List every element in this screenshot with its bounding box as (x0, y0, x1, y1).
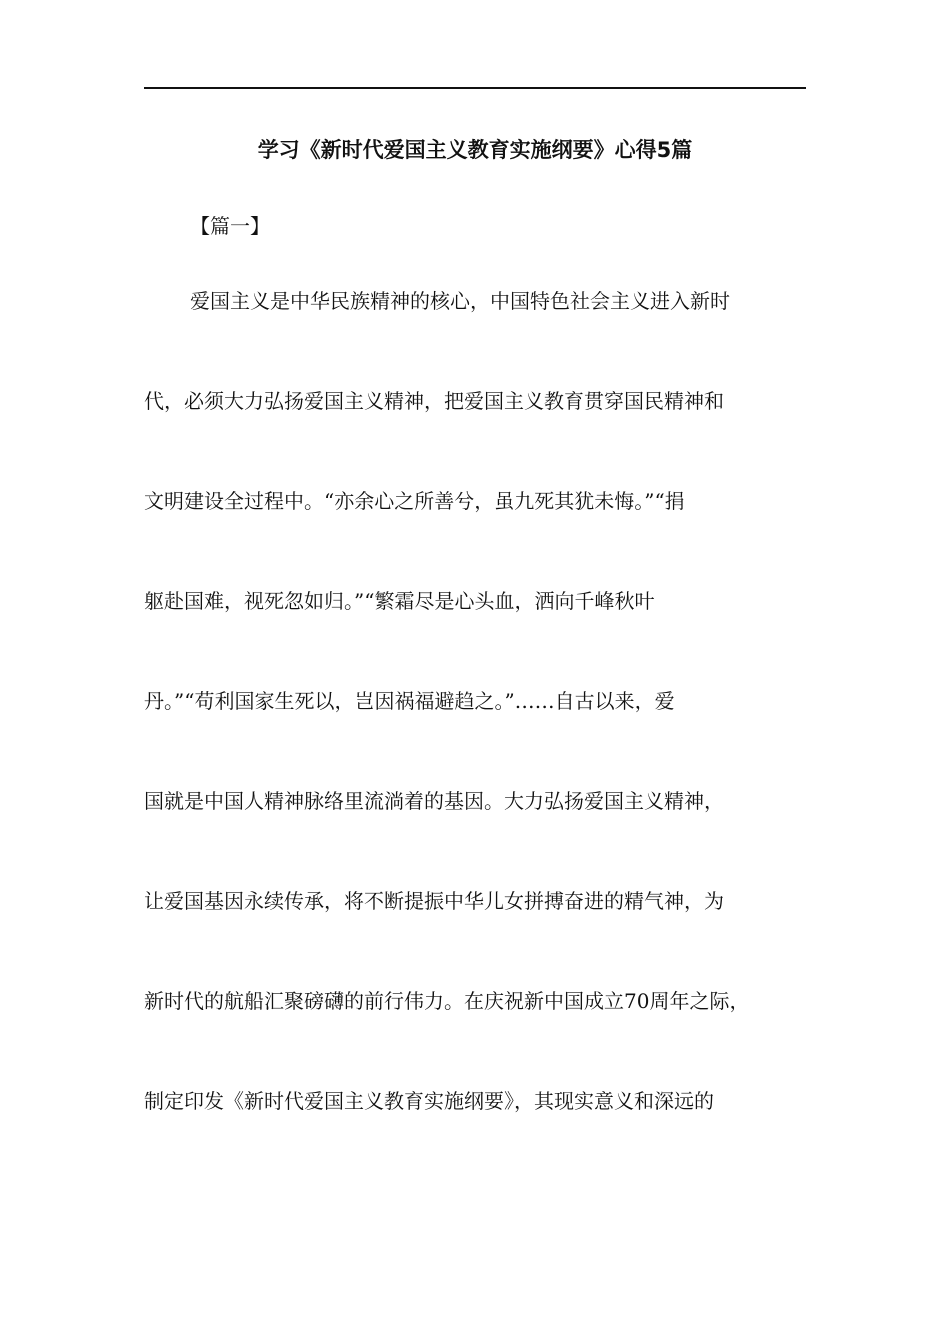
body-line-9: 制定印发《新时代爱国主义教育实施纲要》，其现实意义和深远的 (144, 1089, 714, 1113)
body-line-7: 让爱国基因永续传承，将不断提振中华儿女拼搏奋进的精气神，为 (144, 889, 724, 913)
body-line-1: 爱国主义是中华民族精神的核心，中国特色社会主义进入新时 (190, 289, 730, 313)
body-line-4: 躯赴国难，视死忽如归。”“繁霜尽是心头血，洒向千峰秋叶 (144, 589, 655, 613)
body-line-8: 新时代的航船汇聚磅礴的前行伟力。在庆祝新中国成立70周年之际， (144, 989, 750, 1013)
body-line-3: 文明建设全过程中。“亦余心之所善兮，虽九死其犹未悔。”“捐 (144, 489, 685, 513)
section-label: 【篇一】 (190, 214, 270, 238)
document-title: 学习《新时代爱国主义教育实施纲要》心得5篇 (257, 138, 693, 162)
body-line-6: 国就是中国人精神脉络里流淌着的基因。大力弘扬爱国主义精神， (144, 789, 724, 813)
header-rule (144, 87, 806, 89)
body-line-2: 代，必须大力弘扬爱国主义精神，把爱国主义教育贯穿国民精神和 (144, 389, 724, 413)
body-line-5: 丹。”“苟利国家生死以，岂因祸福避趋之。”……自古以来，爱 (144, 689, 675, 713)
